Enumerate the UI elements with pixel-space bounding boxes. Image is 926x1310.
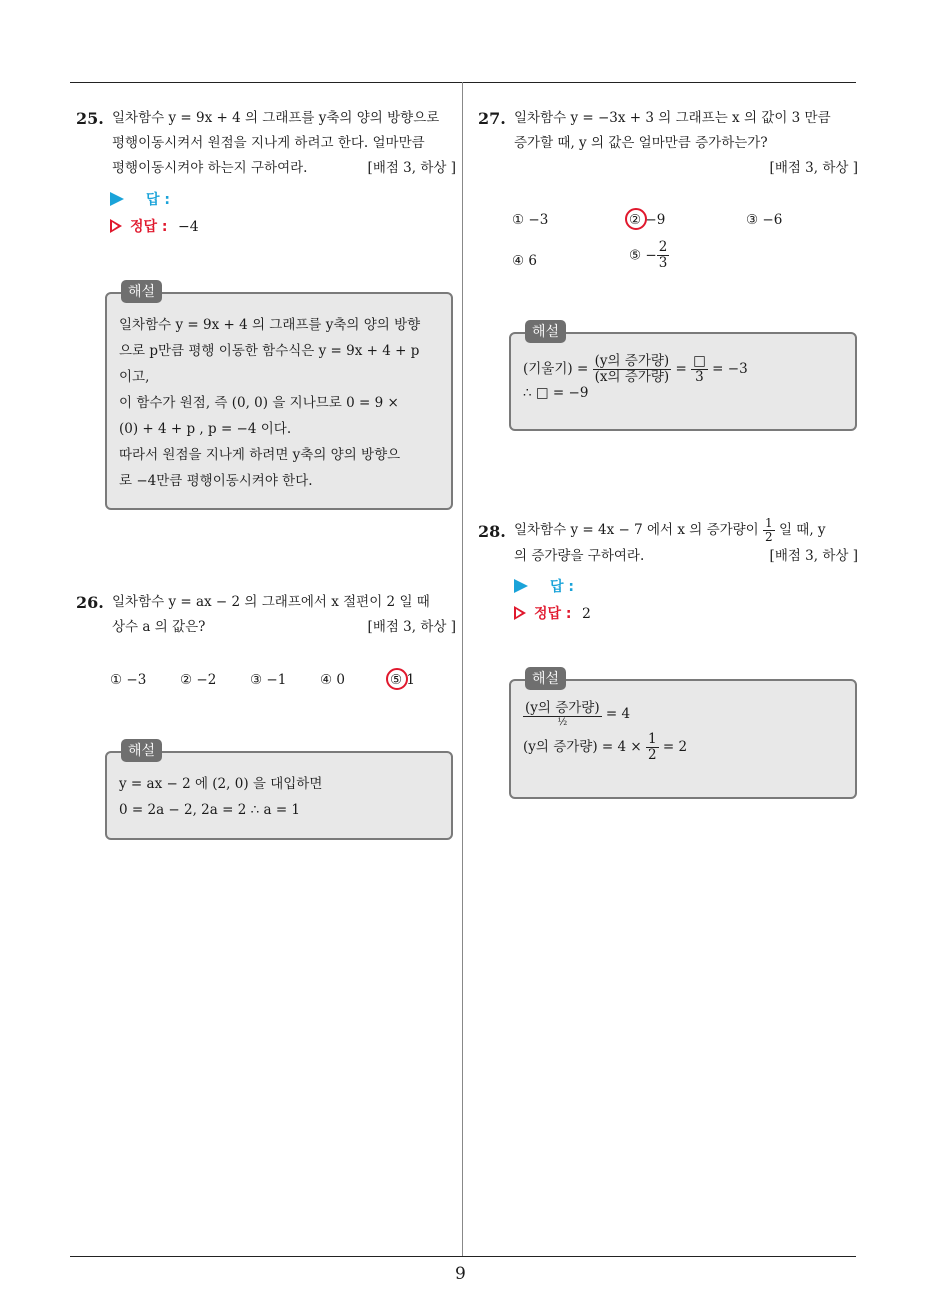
- answer-label: 답 :: [146, 192, 170, 208]
- choice-2[interactable]: ② −9: [629, 212, 666, 228]
- correct-answer-row: [514, 602, 591, 626]
- solution-line: 로 −4만큼 평행이동시켜야 한다.: [119, 473, 313, 489]
- solution-line: 일차함수 y = 9x + 4 의 그래프를 y축의 양의 방향: [119, 317, 421, 333]
- fraction: $\frac{1}{2}$: [648, 730, 657, 763]
- answer-row: [110, 188, 170, 212]
- solution-box: [105, 743, 453, 840]
- correct-mark-circle: [625, 208, 647, 230]
- question-26: [76, 590, 456, 640]
- question-text-line: 일차함수 y = 9x + 4 의 그래프를 y축의 양의 방향으로: [112, 110, 440, 126]
- solution-line: 으로 p만큼 평행 이동한 함수식은 y = 9x + 4 + p: [119, 343, 420, 359]
- question-number: 27.: [478, 109, 506, 128]
- question-text-line: 일차함수 y = ax − 2 의 그래프에서 x 절편이 2 일 때: [112, 594, 430, 610]
- outline-play-icon: [514, 606, 526, 620]
- question-number: 25.: [76, 109, 104, 128]
- solution-line: 이고,: [119, 369, 150, 385]
- choice-list: [512, 208, 852, 278]
- solution-line: 이 함수가 원점, 즉 (0, 0) 을 지나므로 0 = 9 ×: [119, 395, 399, 411]
- column-divider: [462, 82, 463, 1257]
- play-icon: [514, 579, 528, 593]
- solution-tag: 해설: [121, 739, 162, 762]
- correct-label: 정답 :: [534, 606, 572, 622]
- solution-box: [105, 284, 453, 510]
- question-text-line: 일차함수 y = −3x + 3 의 그래프는 x 의 값이 3 만큼: [514, 110, 831, 126]
- solution-line: 따라서 원점을 지나게 하려면 y축의 양의 방향으: [119, 447, 401, 463]
- question-text-line: 의 증가량을 구하여라.: [514, 548, 645, 565]
- question-25: [76, 106, 456, 181]
- fraction: $\frac{\text{(y의 증가량)}}{\text{(x의 증가량)}}$: [594, 353, 670, 385]
- choice-list: [110, 668, 440, 692]
- choice-5[interactable]: ⑤ 1: [390, 672, 415, 688]
- answer-row: [514, 575, 574, 599]
- correct-mark-circle: [386, 668, 408, 690]
- question-28: 28. 일차함수 y = 4x − 7 에서 x 의 증가량이 $\frac{1}{2}$ 일 때, y 의 증가량을 구하여라. [배점 3, 하상 ]: [478, 516, 858, 569]
- outline-play-icon: [110, 219, 122, 233]
- solution-tag: 해설: [121, 280, 162, 303]
- correct-value: 2: [581, 606, 591, 622]
- solution-line: y = ax − 2 에 (2, 0) 을 대입하면: [119, 776, 323, 792]
- choice-4[interactable]: ④ 0: [320, 672, 345, 688]
- answer-label: 답 :: [550, 579, 574, 595]
- question-meta: [배점 3, 하상 ]: [769, 548, 858, 565]
- choice-4[interactable]: ④ 6: [512, 253, 537, 269]
- question-meta: [배점 3, 하상 ]: [367, 619, 456, 635]
- solution-line: (기울기) = $\frac{\text{(y의 증가량)}}{\text{(x의 증가량)}}$ = $\frac{□}{3}$ = −3: [523, 353, 748, 385]
- choice-1[interactable]: ① −3: [512, 212, 549, 228]
- question-text-line: 일차함수 y = 4x − 7 에서 x 의 증가량이: [514, 522, 759, 538]
- choice-3[interactable]: ③ −6: [746, 212, 783, 228]
- choice-5[interactable]: ⑤ − $\frac{2}{3}$: [629, 239, 668, 271]
- solution-line: (0) + 4 + p , p = −4 이다.: [119, 421, 292, 437]
- choice-5-fraction: $\frac{2}{3}$: [658, 239, 668, 271]
- question-number: 26.: [76, 593, 104, 612]
- fraction: $\frac{\text{(y의 증가량)}}{\text{½}}$: [525, 700, 600, 728]
- choice-1[interactable]: ① −3: [110, 672, 147, 688]
- question-text-line: 상수 a 의 값은?: [112, 619, 206, 635]
- choice-3[interactable]: ③ −1: [250, 672, 287, 688]
- correct-answer-row: [110, 215, 199, 239]
- solution-line: ∴ □ = −9: [523, 384, 589, 401]
- solution-box: [509, 324, 857, 431]
- play-icon: [110, 192, 124, 206]
- question-text-line: 평행이동시켜야 하는지 구하여라.: [112, 160, 308, 176]
- solution-tag: 해설: [525, 320, 566, 343]
- question-number: 28.: [478, 522, 506, 541]
- question-meta: [배점 3, 하상 ]: [367, 160, 456, 176]
- solution-line: $\frac{\text{(y의 증가량)}}{\text{½}}$ = 4: [525, 700, 631, 728]
- fraction: $\frac{1}{2}$: [765, 515, 773, 544]
- solution-line: (y의 증가량) = 4 × $\frac{1}{2}$ = 2: [523, 730, 688, 763]
- page-number: 9: [455, 1264, 466, 1284]
- choice-2[interactable]: ② −2: [180, 672, 217, 688]
- correct-value: −4: [177, 219, 199, 235]
- top-rule: [70, 82, 856, 83]
- fraction: $\frac{□}{3}$: [693, 353, 706, 385]
- solution-tag: 해설: [525, 667, 566, 690]
- question-27: [478, 106, 858, 181]
- question-text-line: 증가할 때, y 의 값은 얼마만큼 증가하는가?: [514, 135, 768, 151]
- solution-line: 0 = 2a − 2, 2a = 2 ∴ a = 1: [119, 802, 301, 818]
- solution-box: [509, 671, 857, 799]
- correct-label: 정답 :: [130, 219, 168, 235]
- bottom-rule: [70, 1256, 856, 1257]
- question-text-line: 평행이동시켜서 원점을 지나게 하려고 한다. 얼마만큼: [112, 135, 425, 151]
- question-meta: [배점 3, 하상 ]: [769, 160, 858, 176]
